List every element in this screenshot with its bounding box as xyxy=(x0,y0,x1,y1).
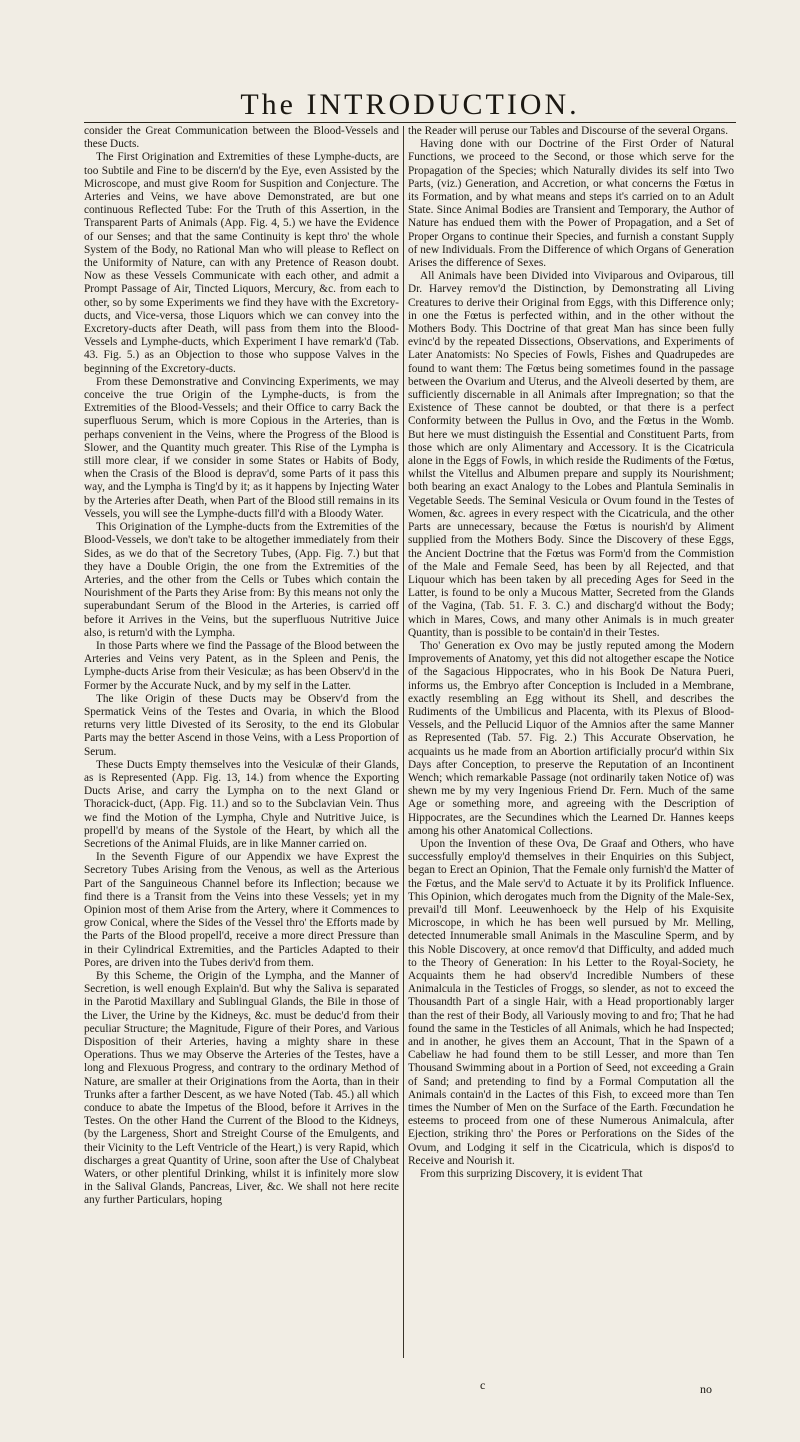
paragraph: From these Demonstrative and Convincing Experiments, we may conceive the true Origin of the Lymphe-ducts, is from the Extremities of the Blood-Vessels; and their Office to carry Back the superfluous Serum, which is more Copious in the Arteries, than is perhaps convenient in the Veins, where the Progress of the Blood is Slower, and the Quantity much greater. This Rise of the Lympha is still more clear, if we consider in some States or Habits of Body, when the Crasis of the Blood is deprav'd, some Parts of it pass this way, and the Lympha is Ting'd by it; as it happens by Injecting Water by the Arteries after Death, when Part of the Blood still remains in its Vessels, you will see the Lymphe-ducts fill'd with a Bloody Water. xyxy=(84,375,399,520)
paragraph: Tho' Generation ex Ovo may be justly reputed among the Modern Improvements of Anatomy, yet this did not altogether escape the Notice of the Sagacious Hippocrates, who in his Book De Natura Pueri, informs us, the Embryo after Conception is Included in a Membrane, exactly resembling an Egg without its Shell, and describes the Rudiments of the Umbilicus and Placenta, with its Plexus of Blood-Vessels, and the Pellucid Liquor of the Amnios after the same Manner as Represented (Tab. 57. Fig. 2.) This Accurate Observation, he acquaints us he made from an Abortion artificially procur'd within Six Days after Conception, to preserve the Reputation of an Incontinent Wench; which remarkable Passage (not ordinarily taken Notice of) was shewn me by my very Ingenious Friend Dr. Fern. Much of the same Age or something more, and agreeing with the Description of Hippocrates, are the Secundines which the Learned Dr. Hannes keeps among his other Anatomical Collections. xyxy=(408,639,734,837)
page-title: The INTRODUCTION. xyxy=(240,88,580,121)
right-column xyxy=(408,125,734,1365)
paragraph: the Reader will peruse our Tables and Discourse of the several Organs. xyxy=(408,125,729,137)
signature-mark: c xyxy=(480,1378,486,1392)
paragraph: By this Scheme, the Origin of the Lympha, and the Manner of Secretion, is well enough Explain'd. But why the Saliva is separated in the Parotid Maxillary and Sublingual Glands, the Bile in those of the Liver, the Urine by the Kidneys, &c. must be deduc'd from their peculiar Structure; the Magnitude, Figure of their Pores, and Various Disposition of their Arteries, having a mighty share in these Operations. Thus we may Observe the Arteries of the Testes, have a long and Flexuous Progress, and contrary to the ordinary Method of Nature, are smaller at their Originations from the Aorta, than in their Trunks after a farther Descent, as we have Noted (Tab. 45.) all which conduce to abate the Impetus of the Blood, before it Arrives in the Testes. On the other Hand the Current of the Blood to the Kidneys, (by the Largeness, Short and Streight Course of the Emulgents, and their Vicinity to the Left Ventricle of the Heart,) is very Rapid, which discharges a great Quantity of Urine, soon after the Use of Chalybeat Waters, or other plentiful Drinking, whilst it is infinitely more slow in the Salival Glands, Pancreas, Liver, &c. We shall not here recite any further Particulars, hoping xyxy=(84,970,399,1207)
left-column xyxy=(84,125,399,1365)
paragraph: These Ducts Empty themselves into the Vesiculæ of their Glands, as is Represented (App. Fig. 13, 14.) from whence the Exporting Ducts Arise, and carry the Lympha on to the next Gland or Thoracick-duct, (App. Fig. 11.) and so to the Subclavian Vein. Thus we find the Motion of the Lympha, Chyle and Nutritive Juice, is propell'd by means of the Systole of the Heart, by which all the Secretions of the Animal Fluids, are in like Manner carried on. xyxy=(84,758,399,850)
column-divider xyxy=(403,126,404,1358)
paragraph: Having done with our Doctrine of the First Order of Natural Functions, we proceed to the Second, or those which serve for the Propagation of the Species; which Naturally divides its self into Two Parts, (viz.) Generation, and Accretion, or what concerns the Fœtus in its Formation, and by what means and steps it's carried on to an Adult State. Since Animal Bodies are Transient and Temporary, the Author of Nature has endued them with the Power of Propagation, and a Set of Proper Organs to continue their Species, and furnish a constant Supply of new Individuals. From the Difference of which Organs of Generation Arises the difference of Sexes. xyxy=(408,138,734,270)
paragraph: From this surprizing Discovery, it is evident That xyxy=(420,1168,643,1181)
paragraph: This Origination of the Lymphe-ducts from the Extremities of the Blood-Vessels, we don't take to be altogether immediately from their Sides, as we do that of the Secretory Tubes, (App. Fig. 7.) but that they have a Double Origin, the one from the Extremities of the Arteries, and the other from the Cells or Tubes which contain the Nourishment of the Parts they Arise from: By this means not only the superabundant Serum of the Blood in the Arteries, is carried off before it Arrives in the Veins, but the superfluous Nutritive Juice also, is return'd with the Lympha. xyxy=(84,521,399,639)
paragraph: In the Seventh Figure of our Appendix we have Exprest the Secretory Tubes Arising from the Venous, as well as the Arterious Part of the Sanguineous Channel before its Inflection; because we find there is a Transit from the Veins into these Vessels; yet in my Opinion most of them Arise from the Artery, where it Commences to grow Conical, where the Sides of the Vessel thro' the Efforts made by the Parts of the Blood propell'd, receive a more direct Pressure than in their Cylindrical Extremities, and the Particles Adapted to their Pores, are driven into the Tubes deriv'd from them. xyxy=(84,851,399,969)
paragraph: The like Origin of these Ducts may be Observ'd from the Spermatick Veins of the Testes and Ovaria, in which the Blood returns very little Divested of its Serosity, to the end its Globular Parts may the better Ascend in those Veins, with a Less Proportion of Serum. xyxy=(84,692,399,758)
paragraph: Upon the Invention of these Ova, De Graaf and Others, who have successfully employ'd themselves in their Enquiries on this Subject, began to Erect an Opinion, That the Female only furnish'd the Matter of the Fœtus, and the Male serv'd to Actuate it by its Prolifick Influence. This Opinion, which derogates much from the Dignity of the Male-Sex, prevail'd till Monf. Leeuwenhoeck by the Help of his Exquisite Microscope, in which he has been well pursued by Mr. Melling, detected Innumerable small Animals in the Masculine Sperm, and by this Noble Discovery, at once remov'd that Difficulty, and added much to the Theory of Generation: In his Letter to the Royal-Society, he Acquaints them he had observ'd Incredible Numbers of these Animalcula in the Testicles of Froggs, so slender, as not to exceed the Thousandth Part of a single Hair, with a Head proportionably larger than the rest of their Body, all Variously moving to and fro; That he had found the same in the Testicles of all Animals, which he had Inspected; and in another, he gives them an Account, That in the Spawn of a Cabeliaw he had found them to be still Lesser, and more than Ten Thousand Swimming about in a Portion of Seed, not exceeding a Grain of Sand; and pretending to find by a Formal Computation all the Animals contain'd in the Lactes of this Fish, to exceed more than Ten times the Number of Men on the Surface of the Earth. Fœcundation he esteems to proceed from one of these Numerous Animalcula, after Ejection, striking thro' the Pores or Perforations on the Sides of the Ovum, and Lodging it self in the Cicatricula, which is dispos'd to Receive and Nourish it. xyxy=(408,837,734,1167)
header-rule xyxy=(84,122,736,123)
paragraph: In those Parts where we find the Passage of the Blood between the Arteries and Veins very Patent, as in the Spleen and Penis, the Lymphe-ducts Arise from their Vesiculæ; as has been Observ'd in the Former by the Accurate Nuck, and by my self in the Latter. xyxy=(84,639,399,692)
paragraph: consider the Great Communication between the Blood-Vessels and these Ducts. xyxy=(84,125,399,151)
catchword: no xyxy=(700,1382,712,1396)
paragraph: The First Origination and Extremities of these Lymphe-ducts, are too Subtile and Fine to be discern'd by the Eye, even Assisted by the Microscope, and must give Room for Suspition and Conjecture. The Arteries and Veins, we have above Demonstrated, are but one continuous Reflected Tube: For the Truth of this Assertion, in the Transparent Parts of Animals (App. Fig. 4, 5.) we have the Evidence of our Senses; and that the same Continuity is kept thro' the whole System of the Body, no Rational Man who will please to Reflect on the Uniformity of Nature, can with any Pretence of Reason doubt. Now as these Vessels Communicate with each other, and admit a Prompt Passage of Air, Tincted Liquors, Mercury, &c. from each to other, so by some Experiments we find they have with the Excretory-ducts, and Vice-versa, those Liquors which we can convey into the Excretory-ducts after Death, will pass from them into the Blood-Vessels and Lymphe-ducts, which Experiment I have remark'd (Tab. 43. Fig. 5.) as an Objection to those who suppose Valves in the beginning of the Excretory-ducts. xyxy=(84,151,399,375)
paragraph: All Animals have been Divided into Viviparous and Oviparous, till Dr. Harvey remov'd the Distinction, by Demonstrating all Living Creatures to derive their Original from Eggs, with this Difference only; in one the Fœtus is perfected within, and in the other without the Mothers Body. This Doctrine of that great Man has since been fully evinc'd by the repeated Dissections, Observations, and Experiments of Later Anatomists: No Species of Fowls, Fishes and Quadrupedes are found to want them: The Fœtus being sometimes found in the passage between the Ovarium and Uterus, and the Alveoli deserted by them, are sufficiently discernable in all Animals after Impregnation; so that the Existence of These cannot be doubted, or that there is a perfect Conformity between the Pullus in Ovo, and the Fœtus in the Womb. But here we must distinguish the Essential and Constituent Parts, from those which are only Alimentary and Accessory. It is the Cicatricula alone in the Eggs of Fowls, in which reside the Rudiments of the Fœtus, whilst the Vitellus and Albumen prepare and supply its Nourishment; both bearing an exact Analogy to the Lobes and Plantula Seminalis in Vegetable Seeds. The Seminal Vesicula or Ovum found in the Testes of Women, &c. agrees in every respect with the Cicatricula, and the other Parts are unnecessary, because the Fœtus is nourish'd by Aliment supplied from the Mothers Body. Since the Discovery of these Eggs, the Ancient Doctrine that the Fœtus was Form'd from the Commistion of the Male and Female Seed, has been by all Rejected, and that Liquour which has been taken by all preceding Ages for Seed in the Latter, is found to be only a Mucous Matter, Secreted from the Glands of the Vagina, (Tab. 51. F. 3. C.) and discharg'd without the Body; which in Mares, Cows, and many other Animals is in much greater Quantity, than is possible to be contain'd in their Testes. xyxy=(408,270,734,639)
